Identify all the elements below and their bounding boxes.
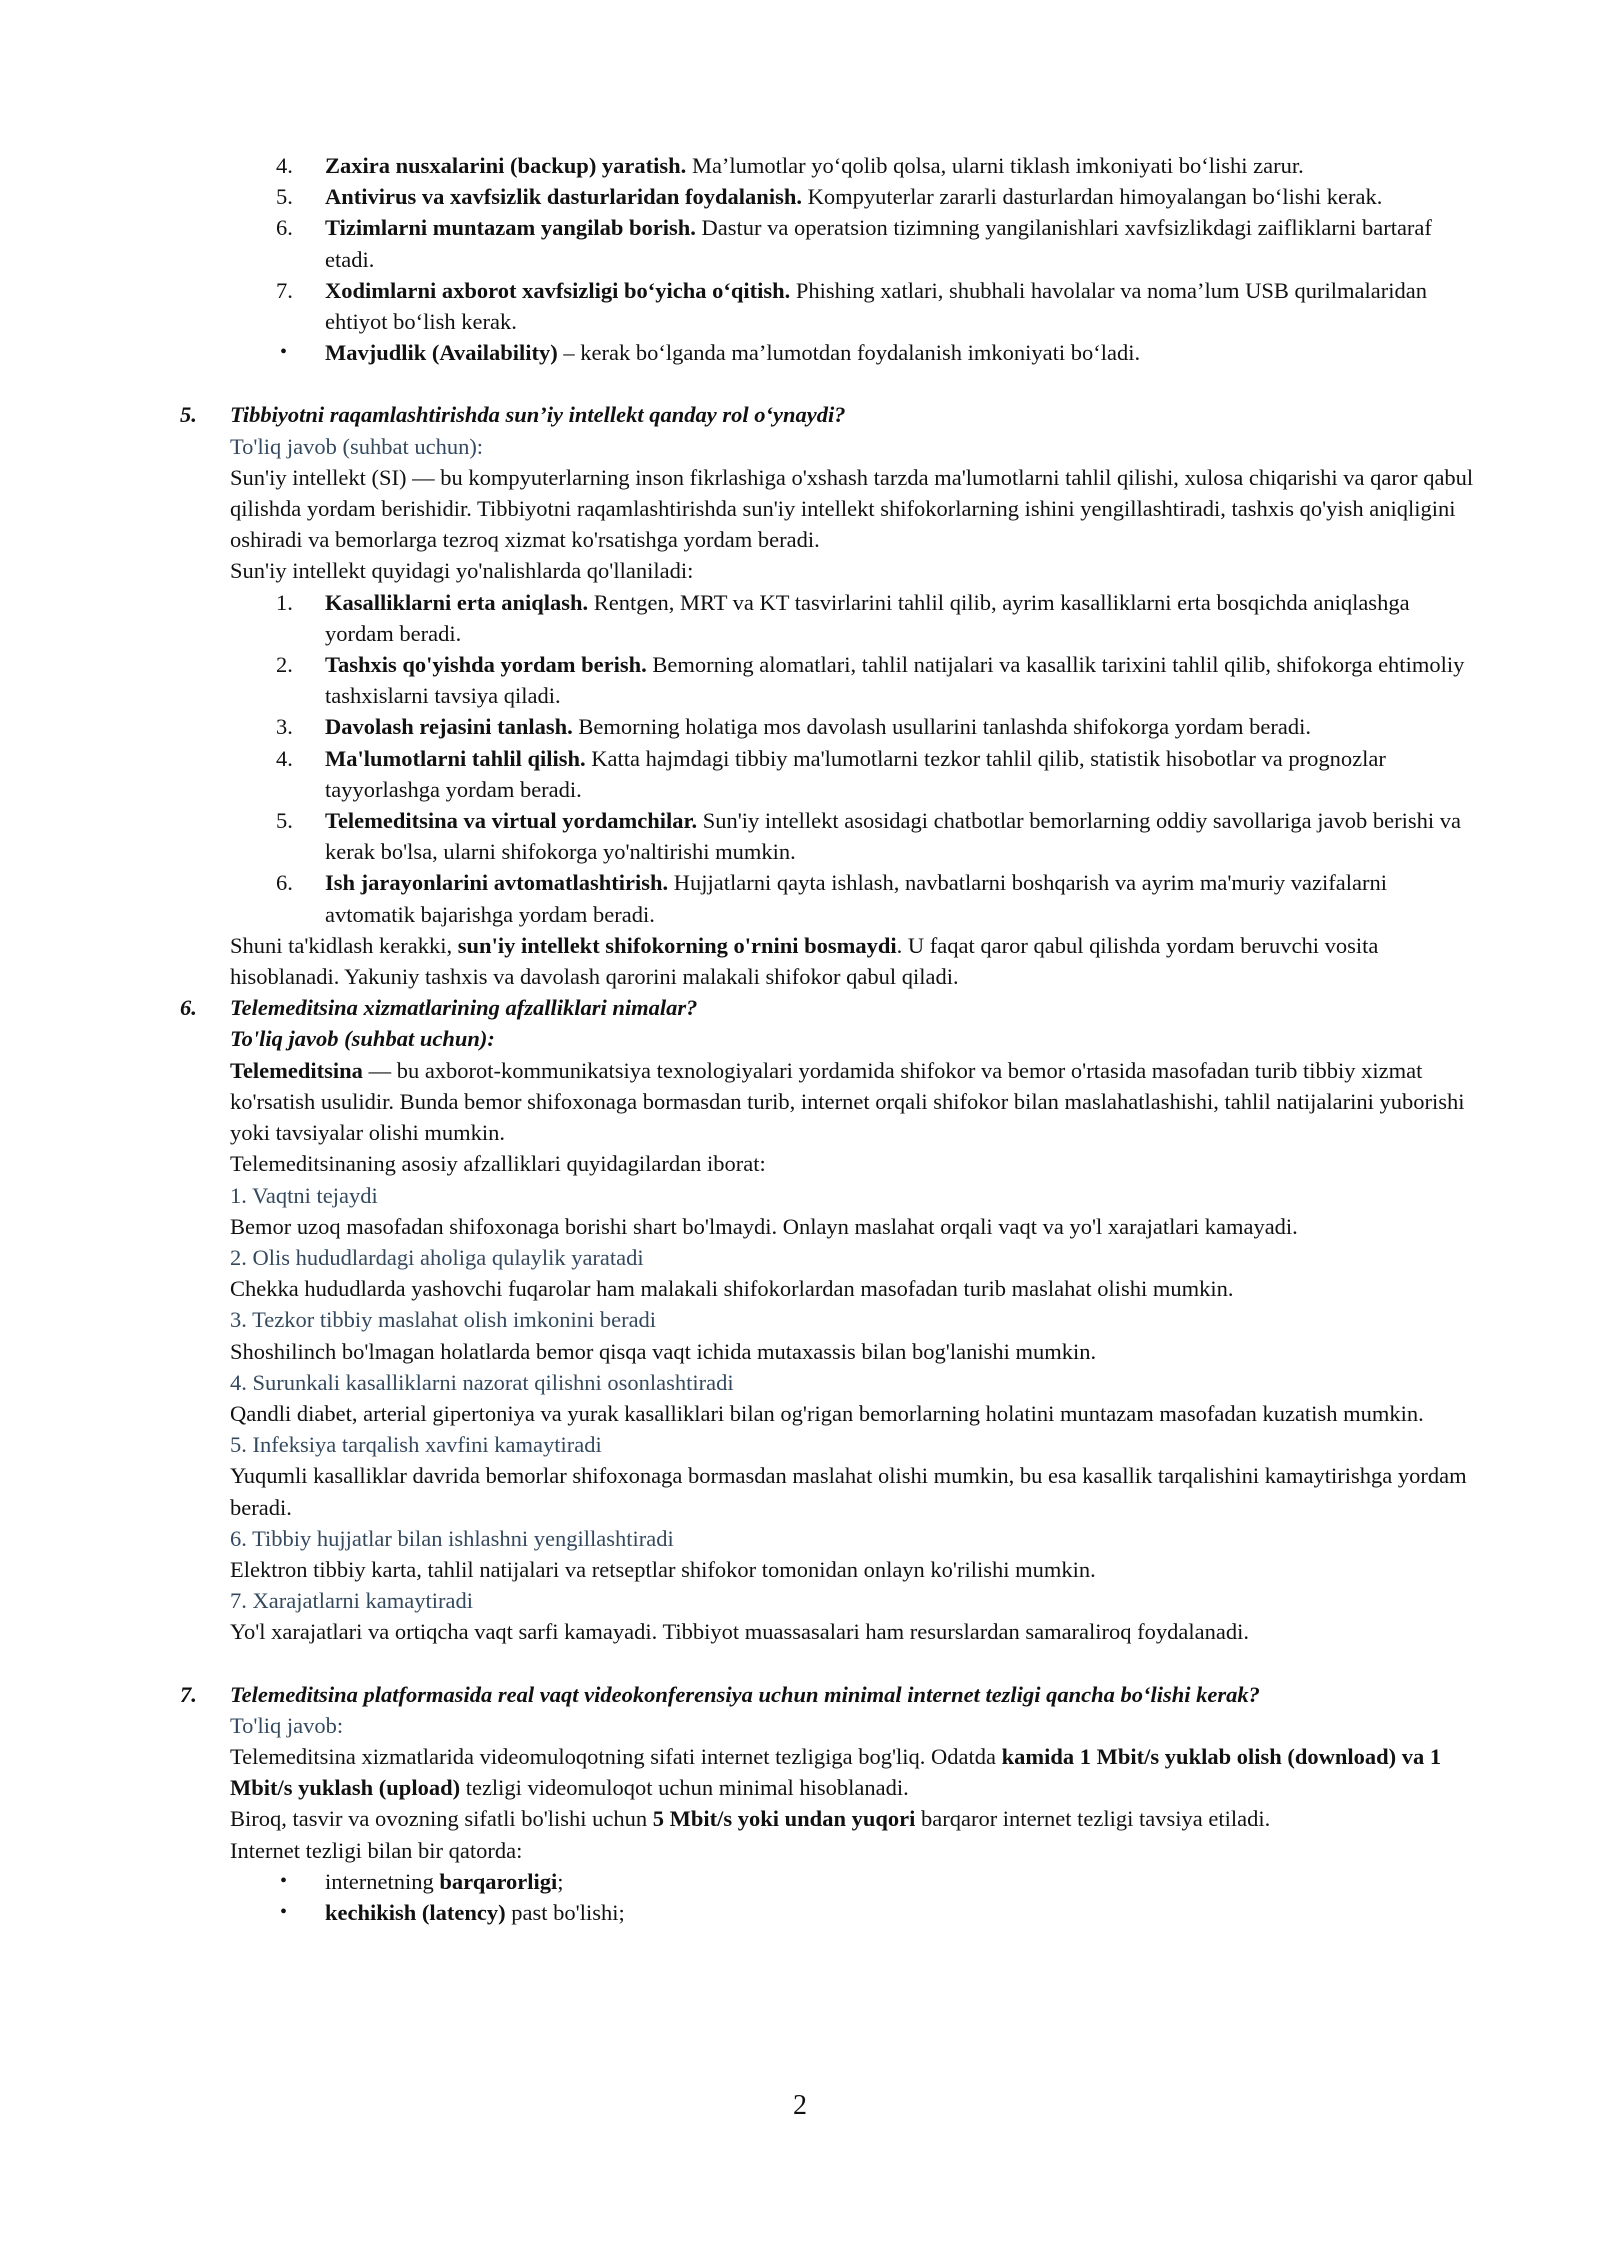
benefit-text: Qandli diabet, arterial gipertoniya va yurak kasalliklari bilan og'rigan bemorlarning holatini muntazam masofadan kuzatish mumkin. (230, 1400, 1424, 1426)
item-text: Kompyuterlar zararli dasturlardan himoyalangan bo‘lishi kerak. (801, 184, 1383, 210)
list-item (180, 743, 1480, 805)
question-5 (180, 399, 1480, 430)
list-number: 2. (276, 652, 293, 678)
list-number: 4. (276, 745, 293, 771)
item-title: Antivirus va xavfsizlik dasturlaridan foydalanish. (325, 184, 802, 210)
item-text: Dastur va operatsion tizimning yangilanishlari xavfsizlikdagi zaifliklarni bartaraf etadi. (325, 215, 1432, 272)
list-number: 5. (276, 184, 293, 210)
item-text: – kerak bo‘lganda ma’lumotdan foydalanish imkoniyati bo‘ladi. (557, 340, 1141, 366)
benefit-text: Yuqumli kasalliklar davrida bemorlar shifoxonaga bormasdan maslahat olishi mumkin, bu esa kasallik tarqalishini kamaytirishga yordam beradi. (230, 1463, 1467, 1520)
question-number: 6. (180, 995, 197, 1021)
bullet-marker: • (280, 341, 288, 364)
item-title: Zaxira nusxalarini (backup) yaratish. (325, 153, 687, 178)
list-number: 7. (276, 277, 293, 303)
list-item (180, 711, 1480, 742)
question-text: Tibbiyotni raqamlashtirishda sun’iy intellekt qanday rol o‘ynaydi? (230, 402, 846, 428)
bullet-item (180, 337, 1480, 368)
item-title: Kasalliklarni erta aniqlash. (325, 589, 589, 615)
item-title: Xodimlarni axborot xavfsizligi bo‘yicha o‘qitish. (325, 277, 791, 303)
benefit-text: Chekka hududlarda yashovchi fuqarolar ham malakali shifokorlardan masofadan turib maslahat olishi mumkin. (230, 1276, 1234, 1302)
item-text: Katta hajmdagi tibbiy ma'lumotlarni tezkor tahlil qilib, statistik hisobotlar va prognozlar tayyorlashga yordam beradi. (325, 745, 1386, 802)
list-item (180, 275, 1480, 337)
list-item (180, 805, 1480, 867)
benefit-title: 4. Surunkali kasalliklarni nazorat qilishni osonlashtiradi (230, 1369, 734, 1395)
question-text: Telemeditsina platformasida real vaqt videokonferensiya uchun minimal internet tezligi qancha bo‘lishi kerak? (230, 1681, 1260, 1707)
benefit-text: Yo'l xarajatlari va ortiqcha vaqt sarfi kamayadi. Tibbiyot muassasalari ham resurslardan samaraliroq foydalanadi. (230, 1619, 1249, 1645)
item-title: Telemeditsina va virtual yordamchilar. (325, 808, 698, 834)
item-text: Ma’lumotlar yo‘qolib qolsa, ularni tiklash imkoniyati bo‘lishi zarur. (686, 153, 1304, 178)
item-title: Tizimlarni muntazam yangilab borish. (325, 215, 696, 241)
answer-paragraph: Biroq, tasvir va ovozning sifatli bo'lishi uchun 5 Mbit/s yoki undan yuqori barqaror internet tezligi tavsiya etiladi. (230, 1806, 1271, 1832)
bullet-marker: • (280, 1869, 288, 1892)
item-text: Phishing xatlari, shubhali havolalar va noma’lum USB qurilmalaridan ehtiyot bo‘lish kerak. (325, 277, 1428, 335)
document-body (180, 150, 1480, 1928)
bullet-item: • kechikish (latency) past bo'lishi; (180, 1897, 1480, 1928)
question-number: 5. (180, 402, 197, 428)
benefit-title: 2. Olis hududlardagi aholiga qulaylik yaratadi (230, 1244, 644, 1270)
item-text: Bemorning holatiga mos davolash usullarini tanlashda shifokorga yordam beradi. (572, 714, 1311, 740)
item-text: Hujjatlarni qayta ishlash, navbatlarni boshqarish va ayrim ma'muriy vazifalarni avtomatik bajarishga yordam beradi. (325, 870, 1387, 927)
answer-lead: Internet tezligi bilan bir qatorda: (230, 1837, 523, 1863)
answer-intro: Telemeditsina — bu axborot-kommunikatsiya texnologiyalari yordamida shifokor va bemor o'rtasida masofadan turib tibbiy xizmat ko'rsatish usulidir. Bunda bemor shifoxonaga bormasdan turib, internet orqali shifokor bilan maslahatlashishi, tahlil natijalarini yuborishi yoki tavsiyalar olishi mumkin. (230, 1057, 1465, 1146)
answer-lead: Sun'iy intellekt quyidagi yo'nalishlarda qo'llaniladi: (230, 558, 694, 584)
answer-label: To'liq javob (suhbat uchun): (230, 433, 484, 459)
list-item (180, 649, 1480, 711)
list-number: 4. (276, 153, 293, 178)
item-title: Ma'lumotlarni tahlil qilish. (325, 745, 586, 771)
answer-closing: Shuni ta'kidlash kerakki, sun'iy intellekt shifokorning o'rnini bosmaydi. U faqat qaror qabul qilishda yordam beruvchi vosita hisoblanadi. Yakuniy tashxis va davolash qarorini malakali shifokor qabul qiladi. (230, 932, 1379, 990)
list-item (180, 150, 1480, 181)
closing-emphasis: sun'iy intellekt shifokorning o'rnini bosmaydi (457, 932, 897, 958)
benefit-text: Bemor uzoq masofadan shifoxonaga borishi shart bo'lmaydi. Onlayn maslahat orqali vaqt va yo'l xarajatlari kamayadi. (230, 1213, 1298, 1239)
answer-lead: Telemeditsinaning asosiy afzalliklari quyidagilardan iborat: (230, 1151, 766, 1177)
question-text: Telemeditsina xizmatlarining afzalliklari nimalar? (230, 995, 698, 1021)
item-text: Bemorning alomatlari, tahlil natijalari va kasallik tarixini tahlil qilib, shifokorga ehtimoliy tashxislarni tavsiya qiladi. (325, 652, 1465, 709)
answer-paragraph: Telemeditsina xizmatlarida videomuloqotning sifati internet tezligiga bog'liq. Odatda kamida 1 Mbit/s yuklab olish (download) va 1 Mbit/s yuklash (upload) tezligi videomuloqot uchun minimal hisoblanadi. (230, 1743, 1442, 1801)
benefit-title: 1. Vaqtni tejaydi (230, 1182, 378, 1208)
question-number: 7. (180, 1681, 197, 1707)
list-number: 3. (276, 714, 293, 740)
benefit-text: Elektron tibbiy karta, tahlil natijalari va retseptlar shifokor tomonidan onlayn ko'rilishi mumkin. (230, 1556, 1096, 1582)
list-item (180, 867, 1480, 929)
question-6 (180, 992, 1480, 1023)
list-number: 6. (276, 870, 293, 896)
item-title: Ish jarayonlarini avtomatlashtirish. (325, 870, 669, 896)
list-number: 5. (276, 808, 293, 834)
list-item (180, 587, 1480, 649)
list-number: 1. (276, 589, 293, 615)
item-text: Rentgen, MRT va KT tasvirlarini tahlil qilib, ayrim kasalliklarni erta bosqichda aniqlashga yordam beradi. (325, 589, 1410, 646)
answer-label: To'liq javob (suhbat uchun): (230, 1026, 495, 1052)
list-number: 6. (276, 215, 293, 241)
answer-intro: Sun'iy intellekt (SI) — bu kompyuterlarning inson fikrlashiga o'xshash tarzda ma'lumotlarni tahlil qilishi, xulosa chiqarishi va qaror qabul qilishda yordam berishidir. Tibbiyotni raqamlashtirishda sun'iy intellekt shifokorlarning ishini yengillashtiradi, tashxis qo'yish aniqligini oshiradi va bemorlarga tezroq xizmat ko'rsatishga yordam beradi. (230, 464, 1474, 553)
bullet-marker: • (280, 1900, 288, 1923)
item-title: Mavjudlik (Availability) (325, 340, 558, 366)
term: Telemeditsina (230, 1057, 363, 1083)
list-item (180, 181, 1480, 212)
item-title: Davolash rejasini tanlash. (325, 714, 573, 740)
item-text: Sun'iy intellekt asosidagi chatbotlar bemorlarning oddiy savollariga javob berishi va kerak bo'lsa, ularni shifokorga yo'naltirishi mumkin. (325, 808, 1461, 865)
bullet-item: • internetning barqarorligi; (180, 1866, 1480, 1897)
page-number: 2 (793, 2090, 807, 2121)
benefit-text: Shoshilinch bo'lmagan holatlarda bemor qisqa vaqt ichida mutaxassis bilan bog'lanishi mumkin. (230, 1338, 1097, 1364)
benefit-title: 6. Tibbiy hujjatlar bilan ishlashni yengillashtiradi (230, 1525, 674, 1551)
item-title: Tashxis qo'yishda yordam berish. (325, 652, 647, 678)
answer-label: To'liq javob: (230, 1712, 344, 1738)
benefit-title: 3. Tezkor tibbiy maslahat olish imkonini beradi (230, 1307, 657, 1333)
question-7 (180, 1679, 1480, 1710)
benefit-title: 5. Infeksiya tarqalish xavfini kamaytiradi (230, 1432, 602, 1458)
list-item (180, 212, 1480, 274)
benefit-title: 7. Xarajatlarni kamaytiradi (230, 1588, 474, 1614)
